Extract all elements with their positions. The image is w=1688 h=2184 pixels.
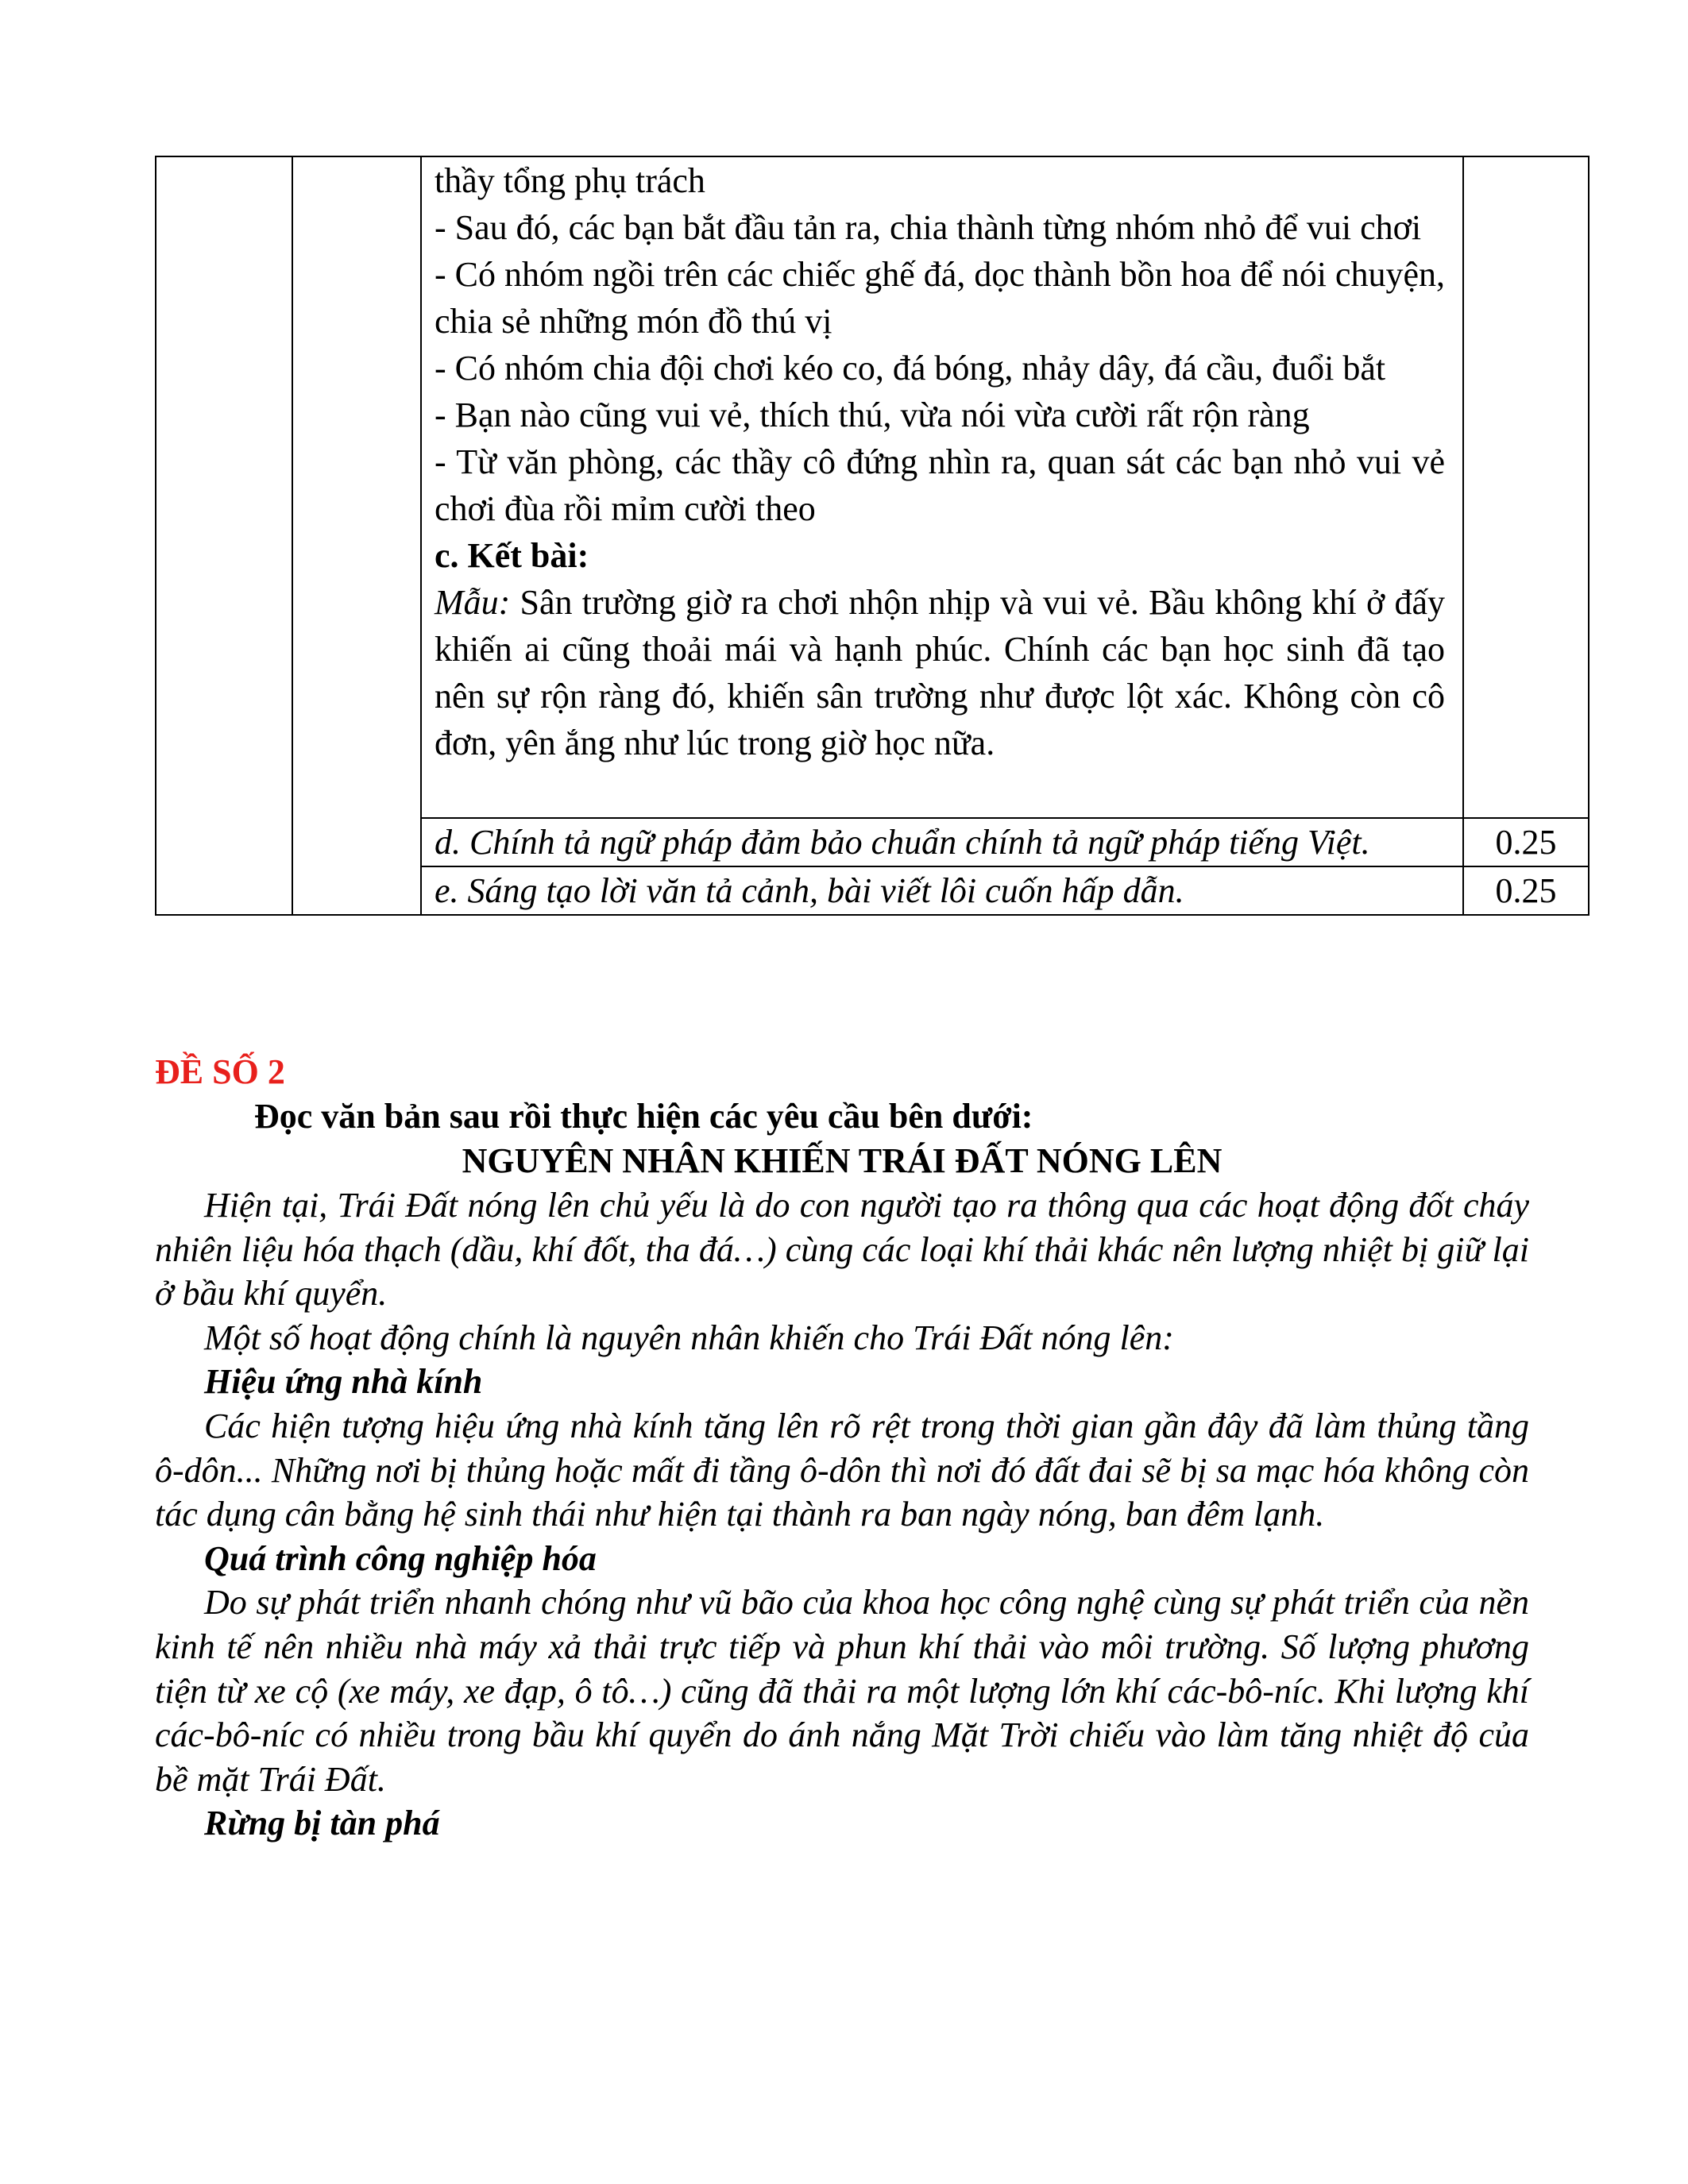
paragraph: Hiện tại, Trái Đất nóng lên chủ yếu là do con người tạo ra thông qua các hoạt động đốt cháy nhiên liệu hóa thạch (dầu, khí đốt, tha đá…) cùng các loại khí thải khác nên lượng nhiệt bị giữ lại ở bầu khí quyển.: [155, 1186, 1529, 1314]
table-cell-score: [1463, 818, 1589, 866]
paragraph: Các hiện tượng hiệu ứng nhà kính tăng lên rõ rệt trong thời gian gần đây đã làm thủng tầng ô-dôn... Những nơi bị thủng hoặc mất đi tầng ô-dôn thì nơi đó đất đai sẽ bị sa mạc hóa không còn tác dụng cân bằng hệ sinh thái như hiện tại thành ra ban ngày nóng, ban đêm lạnh.: [155, 1406, 1529, 1534]
ket-bai-heading: c. Kết bài:: [435, 536, 589, 575]
grading-table: [155, 156, 1590, 916]
paragraph: Do sự phát triển nhanh chóng như vũ bão của khoa học công nghệ cùng sự phát triển của nền kinh tế nên nhiều nhà máy xả thải trực tiếp và phun khí thải vào môi trường. Số lượng phương tiện từ xe cộ (xe máy, xe đạp, ô tô…) cũng đã thải ra một lượng lớn khí các-bô-níc. Khi lượng khí các-bô-níc có nhiều trong bầu khí quyển do ánh nắng Mặt Trời chiếu vào làm tăng nhiệt độ của bề mặt Trái Đất.: [155, 1583, 1529, 1799]
content-line: - Bạn nào cũng vui vẻ, thích thú, vừa nói vừa cười rất rộn ràng: [435, 396, 1310, 434]
table-cell-content: [421, 818, 1463, 866]
table-cell-content: [421, 156, 1463, 818]
reading-body: [155, 1183, 1529, 1846]
table-cell-score: [1463, 866, 1589, 915]
sample-text: Sân trường giờ ra chơi nhộn nhịp và vui vẻ. Bầu không khí ở đấy khiến ai cũng thoải mái và hạnh phúc. Chính các bạn học sinh đã tạo nên sự rộn ràng đó, khiến sân trường như được lột xác. Không còn cô đơn, yên ắng như lúc trong giờ học nữa.: [435, 583, 1445, 762]
sample-label: Mẫu:: [435, 583, 511, 622]
subheading: Rừng bị tàn phá: [204, 1804, 440, 1843]
content-line: - Sau đó, các bạn bắt đầu tản ra, chia thành từng nhóm nhỏ để vui chơi: [435, 208, 1422, 247]
table-cell-content: [421, 866, 1463, 915]
table-cell-criteria: [292, 156, 421, 915]
criterion-d-score: 0.25: [1495, 823, 1557, 862]
content-line: - Có nhóm ngồi trên các chiếc ghế đá, dọc thành bồn hoa để nói chuyện, chia sẻ những món đồ thú vị: [435, 255, 1445, 341]
instruction-text: Đọc văn bản sau rồi thực hiện các yêu cầu bên dưới:: [254, 1097, 1033, 1136]
paragraph: Một số hoạt động chính là nguyên nhân khiến cho Trái Đất nóng lên:: [204, 1318, 1174, 1357]
content-line: - Có nhóm chia đội chơi kéo co, đá bóng, nhảy dây, đá cầu, đuổi bắt: [435, 349, 1386, 388]
content-line: - Từ văn phòng, các thầy cô đứng nhìn ra, quan sát các bạn nhỏ vui vẻ chơi đùa rồi mỉm cười theo: [435, 442, 1445, 528]
criterion-d-text: d. Chính tả ngữ pháp đảm bảo chuẩn chính tả ngữ pháp tiếng Việt.: [435, 823, 1370, 862]
table-cell-part: [156, 156, 292, 915]
content-line: thầy tổng phụ trách: [435, 161, 705, 200]
sample-paragraph: [435, 579, 1445, 766]
table-row: [156, 156, 1589, 818]
subheading: Hiệu ứng nhà kính: [204, 1362, 483, 1402]
criterion-e-score: 0.25: [1495, 871, 1557, 910]
criterion-e-text: e. Sáng tạo lời văn tả cảnh, bài viết lôi cuốn hấp dẫn.: [435, 871, 1184, 910]
subheading: Quá trình công nghiệp hóa: [204, 1538, 597, 1578]
reading-title: NGUYÊN NHÂN KHIẾN TRÁI ĐẤT NÓNG LÊN: [462, 1141, 1223, 1180]
section-title: ĐỀ SỐ 2: [155, 1052, 285, 1091]
table-cell-score: [1463, 156, 1589, 818]
